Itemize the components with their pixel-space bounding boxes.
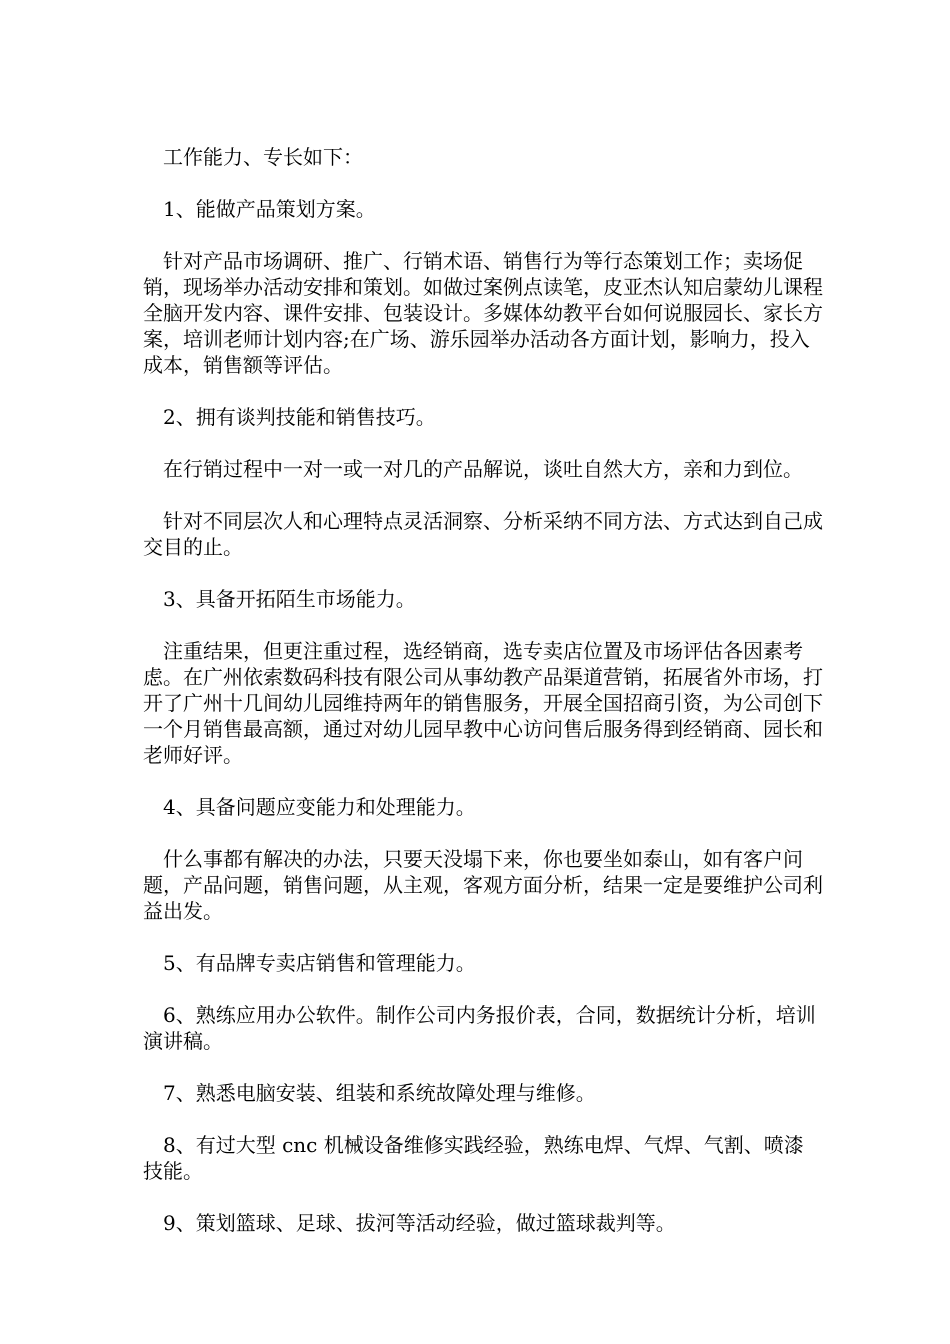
skill-item-3-detail: 注重结果，但更注重过程，选经销商，选专卖店位置及市场评估各因素考虑。在广州依索数码科技有限公司从事幼教产品渠道营销，拓展省外市场，打开了广州十几间幼儿园维持两年的销售服务，开展全国招商引资，为公司创下一个月销售最高额，通过对幼儿园早教中心访问售后服务得到经销商、园长和老师好评。 bbox=[143, 639, 823, 767]
document-body bbox=[143, 144, 823, 1262]
skill-item-5: 5、有品牌专卖店销售和管理能力。 bbox=[163, 951, 476, 975]
skill-item-2: 2、拥有谈判技能和销售技巧。 bbox=[163, 405, 436, 429]
skill-item-6: 6、熟练应用办公软件。制作公司内务报价表，合同，数据统计分析，培训演讲稿。 bbox=[143, 1003, 816, 1053]
skill-item-3: 3、具备开拓陌生市场能力。 bbox=[163, 587, 416, 611]
skill-item-1-detail: 针对产品市场调研、推广、行销术语、销售行为等行态策划工作；卖场促销，现场举办活动安排和策划。如做过案例点读笔，皮亚杰认知启蒙幼儿课程全脑开发内容、课件安排、包装设计。多媒体幼教平台如何说服园长、家长方案，培训老师计划内容;在广场、游乐园举办活动各方面计划，影响力，投入成本，销售额等评估。 bbox=[143, 249, 823, 377]
skill-item-2-detail-a: 在行销过程中一对一或一对几的产品解说，谈吐自然大方，亲和力到位。 bbox=[163, 457, 803, 481]
skill-item-4: 4、具备问题应变能力和处理能力。 bbox=[163, 795, 476, 819]
skill-item-9: 9、策划篮球、足球、拔河等活动经验，做过篮球裁判等。 bbox=[163, 1211, 676, 1235]
section-heading: 工作能力、专长如下： bbox=[163, 145, 363, 169]
skill-item-7: 7、熟悉电脑安装、组装和系统故障处理与维修。 bbox=[163, 1081, 596, 1105]
skill-item-4-detail: 什么事都有解决的办法，只要天没塌下来，你也要坐如泰山，如有客户问题，产品问题，销售问题，从主观，客观方面分析，结果一定是要维护公司利益出发。 bbox=[143, 847, 823, 923]
skill-item-2-detail-b: 针对不同层次人和心理特点灵活洞察、分析采纳不同方法、方式达到自己成交目的止。 bbox=[143, 509, 823, 559]
skill-item-8: 8、有过大型 cnc 机械设备维修实践经验，熟练电焊、气焊、气割、喷漆技能。 bbox=[143, 1133, 804, 1183]
skill-item-1: 1、能做产品策划方案。 bbox=[163, 197, 376, 221]
